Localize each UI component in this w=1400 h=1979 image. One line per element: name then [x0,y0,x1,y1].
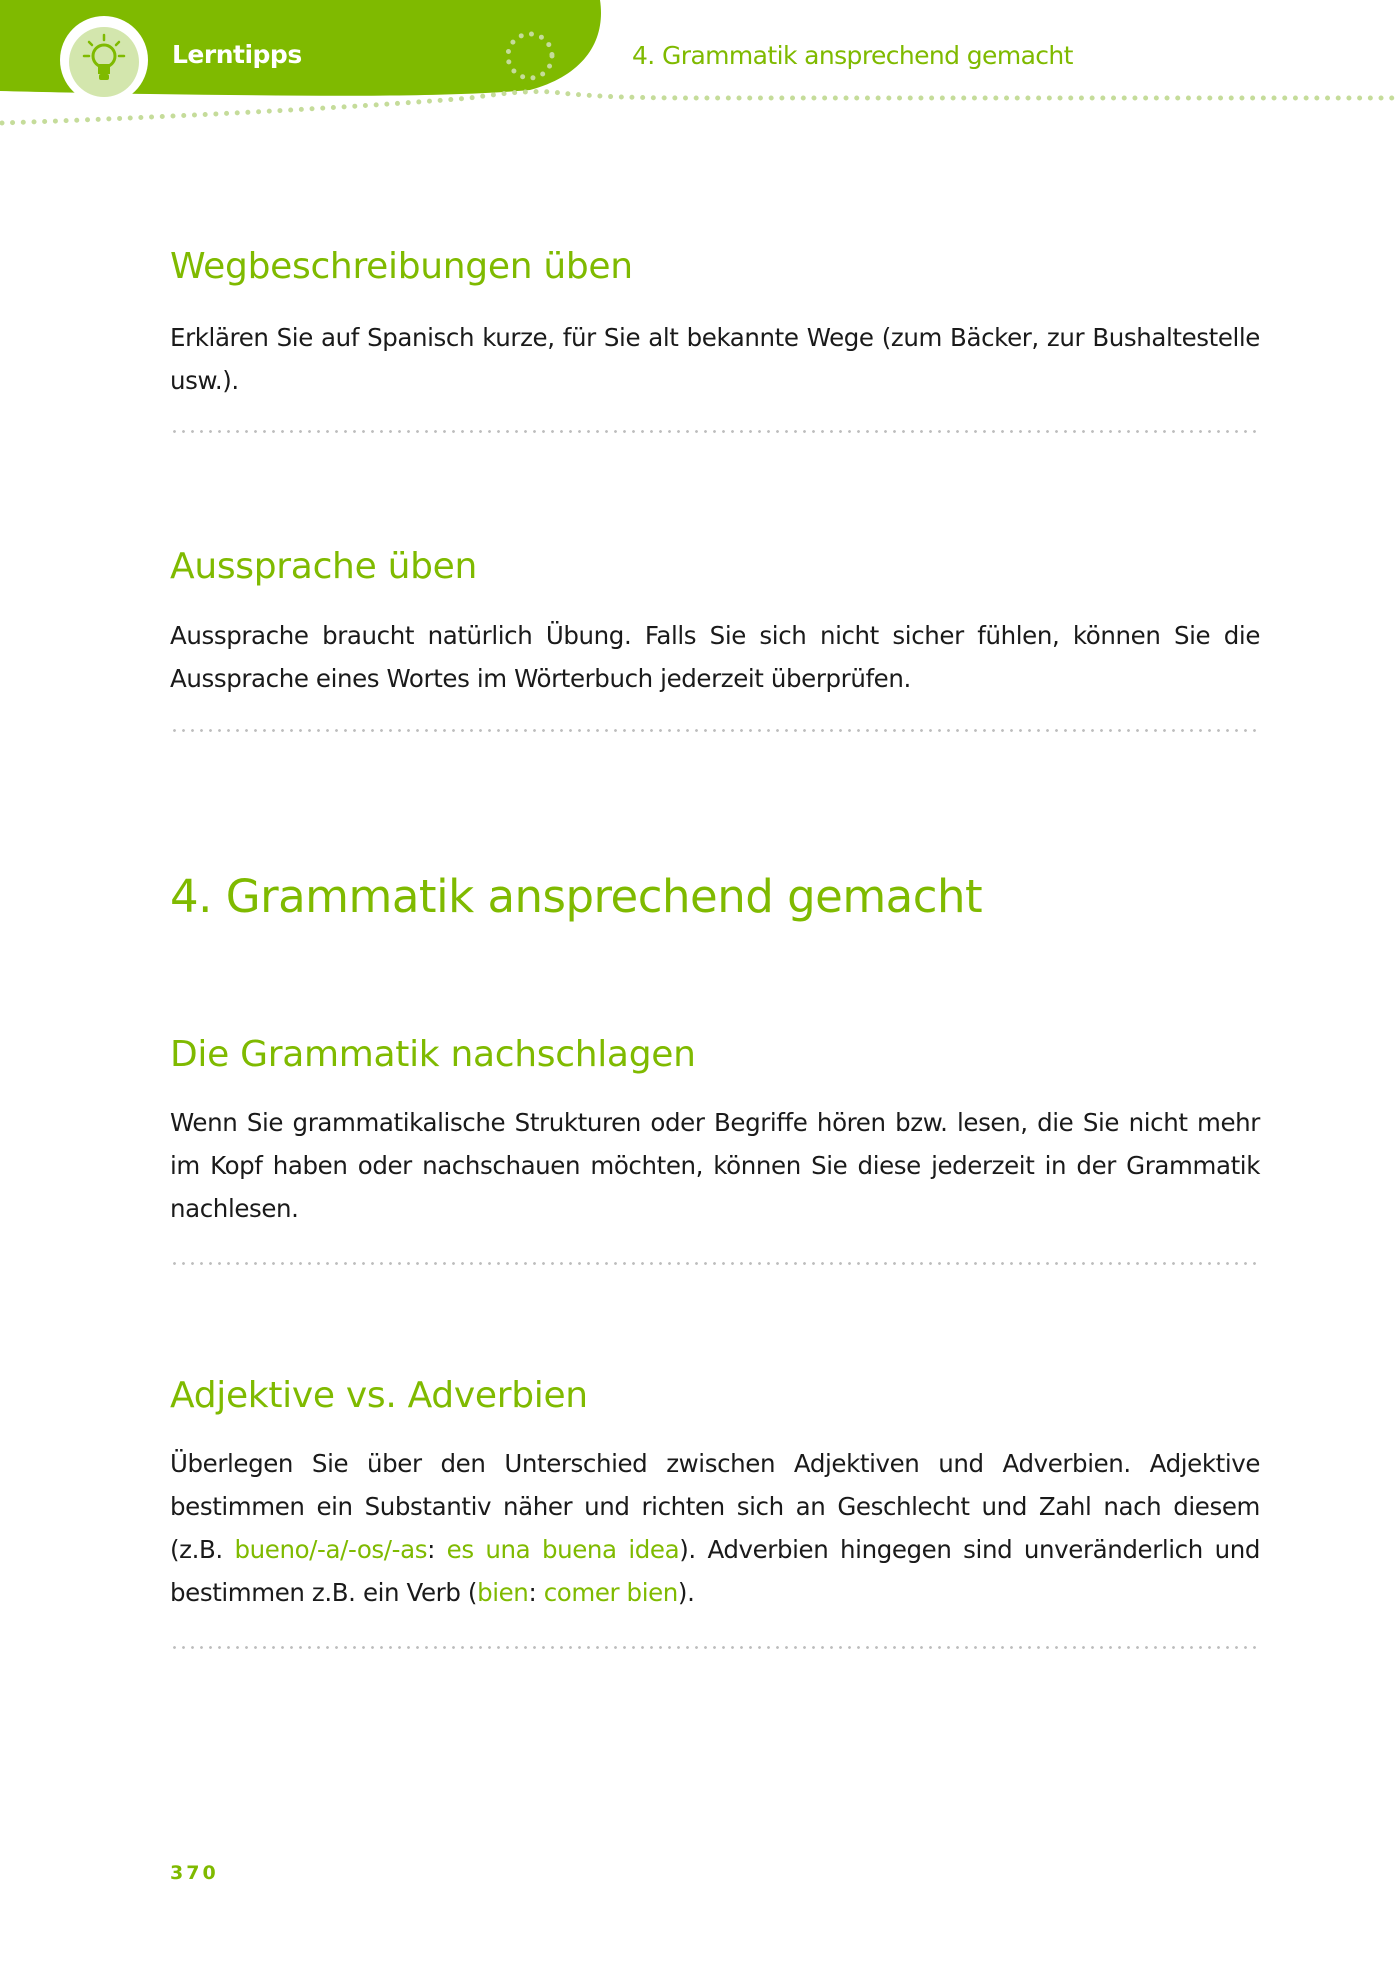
section-heading: Adjektive vs. Adverbien [170,1375,588,1416]
section-label: Lerntipps [172,40,302,69]
section-body: Wenn Sie grammatikalische Strukturen oder Begriffe hören bzw. lesen, die Sie nicht mehr im Kopf haben oder nachschauen möchten, können Sie diese jederzeit in der Grammatik nachlesen. [170,1108,1260,1223]
header-banner [0,0,1400,140]
page-number: 370 [170,1862,219,1884]
dotted-separator [170,430,1260,433]
body-text: ). Adverbien hingegen sind unveränderlich und bestimmen z.B. ein Verb ( [170,1535,1260,1607]
running-chapter-title: 4. Grammatik ansprechend gemacht [632,41,1073,70]
section-heading: Die Grammatik nachschlagen [170,1034,696,1075]
section-body: Erklären Sie auf Spanisch kurze, für Sie alt bekannte Wege (zum Bäcker, zur Bushaltestelle usw.). [170,323,1260,395]
dotted-separator [170,1262,1260,1265]
spanish-example: bueno/-a/-os/-as [234,1535,428,1564]
spanish-example: bien [477,1578,529,1607]
body-text: : [427,1535,447,1564]
dotted-divider-line [2,92,1400,123]
section-body: Aussprache braucht natürlich Übung. Falls Sie sich nicht sicher fühlen, können Sie die Aussprache eines Wortes im Wörterbuch jederzeit überprüfen. [170,621,1260,693]
body-text: ). [677,1578,695,1607]
spanish-example: es una buena idea [446,1535,680,1564]
chapter-title: 4. Grammatik ansprechend gemacht [170,870,983,923]
body-text: : [528,1578,544,1607]
section-heading: Wegbeschreibungen üben [170,246,633,287]
lightbulb-icon [60,16,148,104]
body-text: Überlegen Sie über den Unterschied zwischen Adjektiven und Adverbien. Adjektive bestimmen ein Substantiv näher und richten sich an Geschlecht und Zahl nach diesem (z.B. [170,1449,1260,1564]
dotted-separator [170,729,1260,732]
section-heading: Aussprache üben [170,546,478,587]
dotted-separator [170,1646,1260,1649]
spanish-example: comer bien [543,1578,678,1607]
section-body [170,1442,1260,1614]
